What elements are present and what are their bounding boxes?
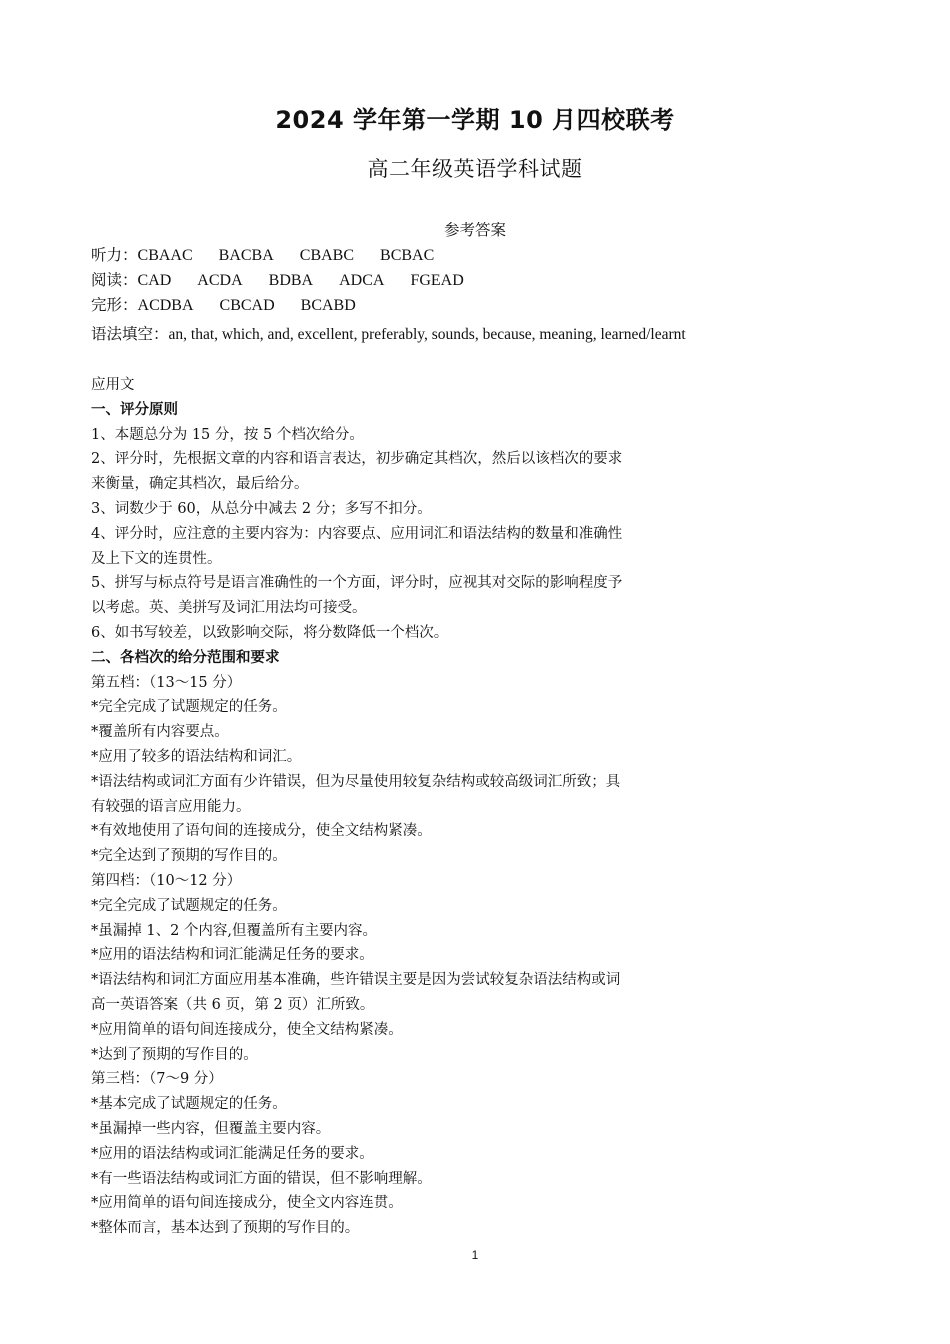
grammar-answers	[91, 322, 686, 344]
body-line: *应用了较多的语法结构和词汇。	[91, 748, 302, 765]
answer-group: CBCAD	[219, 297, 275, 314]
cloze-label: 完形：	[91, 296, 138, 314]
grammar-label: 语法填空：	[91, 325, 169, 343]
answer-group: BACBA	[218, 247, 274, 264]
body-line: 以考虑。英、美拼写及词汇用法均可接受。	[91, 600, 367, 617]
body-line: *有一些语法结构或词汇方面的错误，但不影响理解。	[91, 1170, 432, 1187]
body-line: *完全完成了试题规定的任务。	[91, 897, 287, 914]
listening-answers	[91, 243, 434, 265]
body-line: *覆盖所有内容要点。	[91, 724, 229, 741]
body-line: 1、本题总分为 15 分，按 5 个档次给分。	[91, 426, 364, 443]
body-line: *整体而言，基本达到了预期的写作目的。	[91, 1220, 360, 1237]
answer-group: CAD	[137, 272, 172, 289]
body-line: 有较强的语言应用能力。	[91, 798, 251, 815]
body-line: *基本完成了试题规定的任务。	[91, 1096, 287, 1113]
answer-group: ADCA	[339, 272, 385, 289]
body-line: 及上下文的连贯性。	[91, 550, 222, 567]
answer-group: CBABC	[299, 247, 355, 264]
answer-group: CBAAC	[137, 247, 193, 264]
body-line: 第三档：（7～9 分）	[91, 1071, 223, 1088]
section-heading: 二、各档次的给分范围和要求	[91, 649, 280, 666]
scoring-body	[91, 373, 691, 1241]
listening-label: 听力：	[91, 246, 138, 264]
body-line: *完全完成了试题规定的任务。	[91, 699, 287, 716]
page-title: 2024 学年第一学期 10 月四校联考	[275, 106, 675, 134]
body-line: 第五档：（13～15 分）	[91, 674, 242, 691]
body-line: *有效地使用了语句间的连接成分，使全文结构紧凑。	[91, 823, 432, 840]
body-line: *虽漏掉一些内容，但覆盖主要内容。	[91, 1120, 331, 1137]
body-line: *语法结构或词汇方面有少许错误，但为尽量使用较复杂结构或较高级词汇所致；具	[91, 773, 621, 790]
answers-heading: 参考答案	[443, 221, 506, 239]
answer-group: FGEAD	[410, 272, 464, 289]
body-line: *应用的语法结构或词汇能满足任务的要求。	[91, 1145, 374, 1162]
body-line: 第四档：（10～12 分）	[91, 872, 242, 889]
grammar-value: an, that, which, and, excellent, preferably, sounds, because, meaning, learned/learnt	[168, 326, 686, 343]
body-line: 4、评分时，应注意的主要内容为：内容要点、应用词汇和语法结构的数量和准确性	[91, 525, 623, 542]
body-line: *应用的语法结构和词汇能满足任务的要求。	[91, 947, 374, 964]
page-number: 1	[471, 1248, 479, 1262]
body-line: *应用简单的语句间连接成分，使全文结构紧凑。	[91, 1021, 403, 1038]
answer-group: BCBAC	[380, 247, 435, 264]
reading-answers	[91, 268, 464, 290]
answer-group: ACDA	[197, 272, 243, 289]
body-line: 5、拼写与标点符号是语言准确性的一个方面，评分时，应视其对交际的影响程度予	[91, 575, 623, 592]
answer-group: ACDBA	[137, 297, 194, 314]
body-line: *语法结构和词汇方面应用基本准确，些许错误主要是因为尝试较复杂语法结构或词	[91, 972, 621, 989]
body-line: *虽漏掉 1、2 个内容,但覆盖所有主要内容。	[91, 922, 378, 939]
body-line: 应用文	[91, 377, 135, 393]
answer-group: BCABD	[300, 297, 356, 314]
body-line: 6、如书写较差，以致影响交际，将分数降低一个档次。	[91, 624, 449, 641]
cloze-answers	[91, 293, 356, 315]
body-line: 2、评分时，先根据文章的内容和语言表达，初步确定其档次，然后以该档次的要求	[91, 451, 623, 468]
body-line: *达到了预期的写作目的。	[91, 1046, 258, 1063]
body-line: 高一英语答案（共 6 页，第 2 页）汇所致。	[91, 996, 375, 1013]
section-heading: 一、评分原则	[91, 401, 178, 418]
page-subtitle: 高二年级英语学科试题	[367, 157, 583, 181]
answer-group: BDBA	[268, 272, 314, 289]
body-line: *完全达到了预期的写作目的。	[91, 848, 287, 865]
body-line: 来衡量，确定其档次，最后给分。	[91, 476, 309, 493]
body-line: 3、词数少于 60，从总分中减去 2 分；多写不扣分。	[91, 500, 432, 517]
body-line: *应用简单的语句间连接成分，使全文内容连贯。	[91, 1195, 403, 1212]
reading-label: 阅读：	[91, 271, 138, 289]
